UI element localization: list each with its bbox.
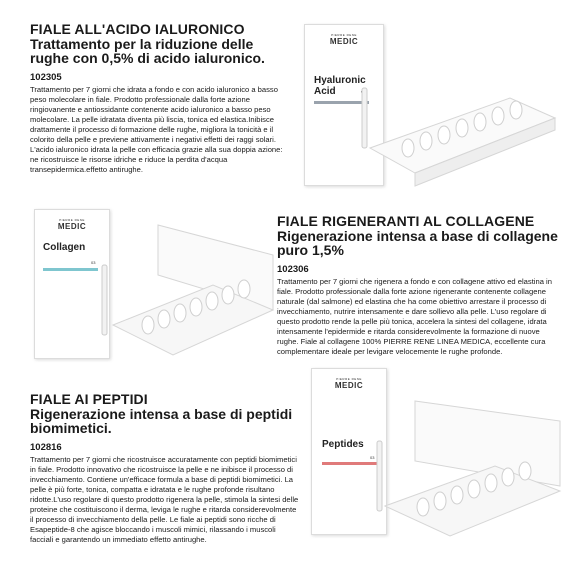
section-title [277, 214, 562, 258]
product-description: Trattamento per 7 giorni che ricostruisce accuratamente con peptidi biomimetici in fiale. Prodotto innovativo che ricostruisce la pelle e ne inibisce il processo di invecchiamento. Contiene un'efficace formula a base di peptidi biomimetici. La pelle è più forte, tonica, compatta e idratata e le rughe profonde risultano ridotte.L'uso regolare di questo prodotto rigenera la pelle, stimola la sintesi delle proteine che costituiscono il derma, leviga le rughe e ritarda considerevolmente il processo di invecchiamento della pelle. Le fiale ai peptidi sono ricche di Esapeptide-8 che agisce bloccando i muscoli mimici, rilassando i muscoli facciali e garantendo un immediato effetto antirughe. [30, 455, 299, 545]
section-hyaluronic [30, 22, 292, 175]
product-name: Collagen [43, 242, 86, 253]
ampoule-tray [375, 391, 565, 541]
title-line1: FIALE RIGENERANTI AL COLLAGENE [277, 213, 535, 229]
product-image-peptides [305, 366, 567, 546]
product-name: Hyaluronic Acid [314, 75, 366, 97]
brand-logo: PIERRE RENE MEDIC [329, 33, 359, 46]
title-line1: FIALE AI PEPTIDI [30, 391, 148, 407]
title-line2: Trattamento per la riduzione delle rughe con 0,5% di acido ialuronico. [30, 35, 265, 67]
product-image-collagen [28, 205, 278, 365]
product-code: 102305 [30, 72, 62, 84]
product-description: Trattamento per 7 giorni che idrata a fondo e con acido ialuronico a basso peso molecolare in fiale. Prodotto professionale dalla forte azione ringiovanente e antiossidante contenente acido ialuronico a basso peso molecolare. La pelle idratata diventa più liscia, tonica ed elastica.Inibisce drattamente il processo di formazione delle rughe, migliora la tonicità e il colorito della pelle e previene attivamente i negativi effetti dei raggi solari. L'acido ialuronico idrata la pelle con efficacia grazie alla sua doppia azione: ne ricostruisce le risorse idriche e riduce la perdita d'acqua transepidermica.effetto antirughe. [30, 85, 283, 175]
product-number: 03 [91, 260, 96, 265]
section-title [30, 22, 292, 66]
brand-logo: PIERRE RENE MEDIC [334, 377, 364, 390]
product-code: 102306 [277, 264, 309, 276]
product-number: 03 [370, 455, 375, 460]
ampoule-tray [360, 78, 560, 188]
section-peptides [30, 392, 300, 545]
product-name: Peptides [322, 439, 364, 450]
brand-logo: PIERRE RENE MEDIC [57, 218, 87, 231]
color-stripe [322, 462, 377, 465]
title-line2: Rigenerazione intensa a base di peptidi biomimetici. [30, 405, 293, 437]
section-title [30, 392, 300, 436]
color-stripe [43, 268, 98, 271]
product-code: 102816 [30, 442, 62, 454]
title-line1: FIALE ALL'ACIDO IALURONICO [30, 21, 245, 37]
title-line2: Rigenerazione intensa a base di collagene puro 1,5% [277, 227, 558, 259]
ampoule-tray [98, 215, 278, 365]
product-image-hyaluronic [300, 20, 560, 195]
product-description: Trattamento per 7 giorni che rigenera a fondo e con collagene attivo ed elastina in fiale. Prodotto professionale dalla forte azione rigenerante contenente collagene naturale (dal salmone) ed elastina che ha come obiettivo arrestare il processo di invecchiamento, nutrire intensamente e dare sollievo alla pelle. L'uso regolare di questo prodotto rende la pelle più tonica, accelera la sintesi del collagene, idrata intensamente l'epidermide e ritarda considerevolmente la formazione di nuove rughe. Fiale al collagene 100% PIERRE RENE LINEA MEDICA, eccellente cura complementare ideale per levigare velocemente le rughe profonde. [277, 277, 552, 357]
section-collagen [277, 214, 562, 357]
